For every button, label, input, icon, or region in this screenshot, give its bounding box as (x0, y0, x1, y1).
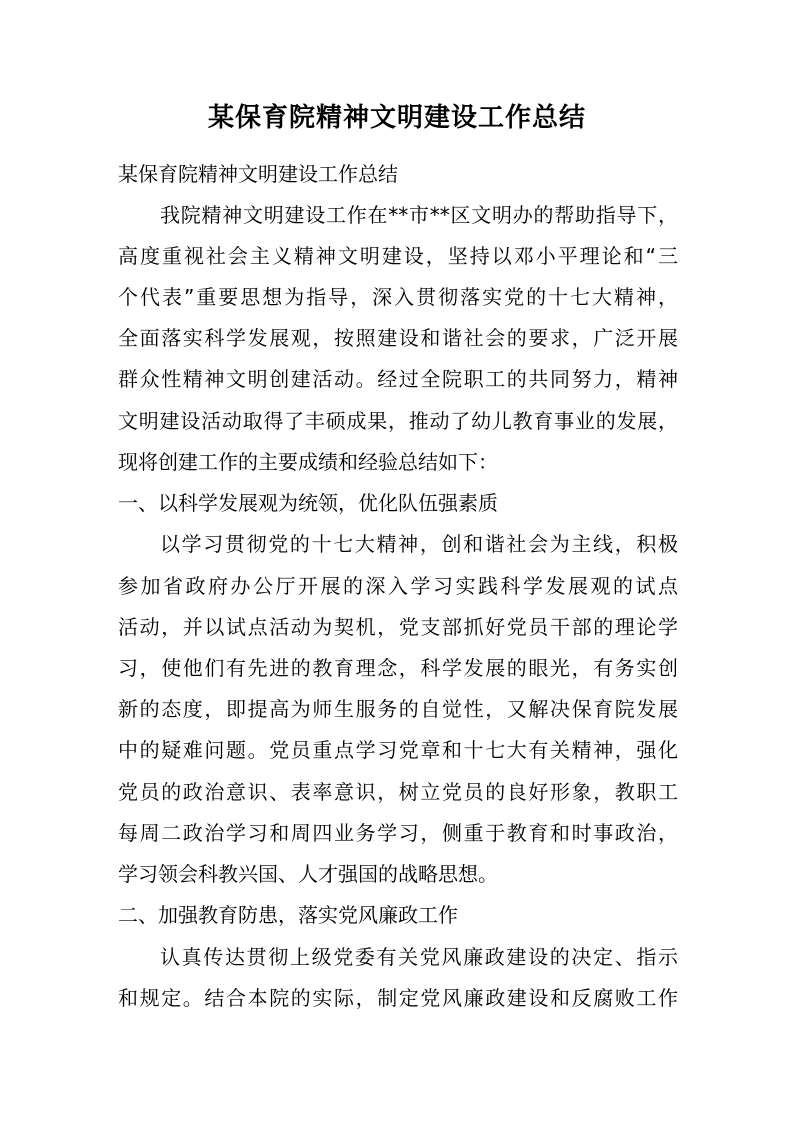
paragraph-line: 中的疑难问题。党员重点学习党章和十七大有关精神，强化 (118, 738, 678, 762)
paragraph-line: 全面落实科学发展观，按照建设和谐社会的要求，广泛开展 (118, 326, 678, 350)
subtitle-line: 某保育院精神文明建设工作总结 (118, 162, 398, 186)
paragraph-line: 群众性精神文明创建活动。经过全院职工的共同努力，精神 (118, 367, 678, 391)
paragraph-line: 新的态度，即提高为师生服务的自觉性，又解决保育院发展 (118, 697, 678, 721)
paragraph-line: 活动，并以试点活动为契机，党支部抓好党员干部的理论学 (118, 615, 678, 639)
paragraph-line: 认真传达贯彻上级党委有关党风廉政建设的决定、指示 (160, 945, 678, 969)
paragraph-line: 和规定。结合本院的实际，制定党风廉政建设和反腐败工作 (118, 986, 678, 1010)
section-heading: 一、以科学发展观为统领，优化队伍强素质 (118, 491, 498, 515)
paragraph-line: 党员的政治意识、表率意识，树立党员的良好形象，教职工 (118, 780, 678, 804)
document-title: 某保育院精神文明建设工作总结 (207, 103, 586, 133)
section-heading: 二、加强教育防患，落实党风廉政工作 (118, 903, 458, 927)
paragraph-line: 现将创建工作的主要成绩和经验总结如下： (118, 450, 498, 474)
paragraph-line: 个代表”重要思想为指导，深入贯彻落实党的十七大精神， (118, 285, 678, 309)
paragraph-line: 高度重视社会主义精神文明建设，坚持以邓小平理论和“三 (118, 244, 678, 268)
paragraph-line: 学习领会科教兴国、人才强国的战略思想。 (118, 862, 498, 886)
paragraph-line: 我院精神文明建设工作在**市**区文明办的帮助指导下， (160, 203, 678, 227)
paragraph-line: 以学习贯彻党的十七大精神，创和谐社会为主线，积极 (160, 532, 678, 556)
paragraph-line: 文明建设活动取得了丰硕成果，推动了幼儿教育事业的发展， (118, 409, 678, 433)
paragraph-line: 每周二政治学习和周四业务学习，侧重于教育和时事政治， (118, 821, 678, 845)
paragraph-line: 习，使他们有先进的教育理念，科学发展的眼光，有务实创 (118, 656, 678, 680)
paragraph-line: 参加省政府办公厅开展的深入学习实践科学发展观的试点 (118, 574, 678, 598)
